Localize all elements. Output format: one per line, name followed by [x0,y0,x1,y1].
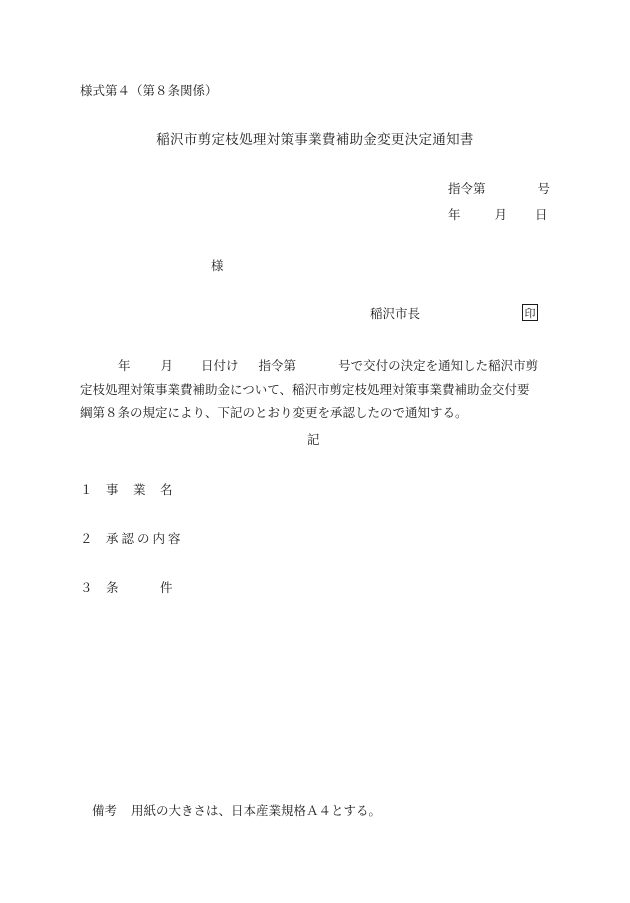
form-number-label: 様式第４（第８条関係） [80,83,218,98]
date-month: 月 [494,207,508,222]
reference-number-line [448,181,550,197]
list-item [80,580,174,596]
body-line-3: 綱第８条の規定により、下記のとおり変更を承認したので通知する。 [80,405,468,420]
reference-suffix: 号 [537,181,551,196]
date-day: 日 [535,207,548,222]
list-item [80,482,174,498]
notification-body [80,354,552,425]
body-day: 日付け [201,358,239,373]
body-year: 年 [118,358,131,373]
item-number: １ [80,482,93,497]
item-label: 条 件 [106,580,174,595]
date-year: 年 [448,207,461,222]
item-label: 承認の内容 [106,531,184,546]
body-line-1-rest: 号で交付の決定を通知した稲沢市剪 [338,358,539,373]
document-title: 稲沢市剪定枝処理対策事業費補助金変更決定通知書 [156,132,474,148]
ki-heading: 記 [307,432,320,447]
item-number: ２ [80,531,93,546]
body-line-1 [80,354,552,378]
list-item [80,531,184,547]
issuer-name: 稲沢市長 [370,306,421,321]
item-label: 事 業 名 [106,482,174,497]
item-number: ３ [80,580,93,595]
body-month: 月 [160,358,174,373]
addressee-line: 様 [211,258,224,273]
note-label: 備考 [92,803,118,818]
body-ref-prefix: 指令第 [258,358,297,373]
note-text: 用紙の大きさは、日本産業規格Ａ４とする。 [131,803,382,818]
reference-prefix: 指令第 [448,181,486,196]
issue-date-line [448,207,548,223]
body-line-2: 定枝処理対策事業費補助金について、稲沢市剪定枝処理対策事業費補助金交付要 [80,381,530,397]
seal-mark: 印 [522,304,538,321]
remarks-note [92,803,381,819]
